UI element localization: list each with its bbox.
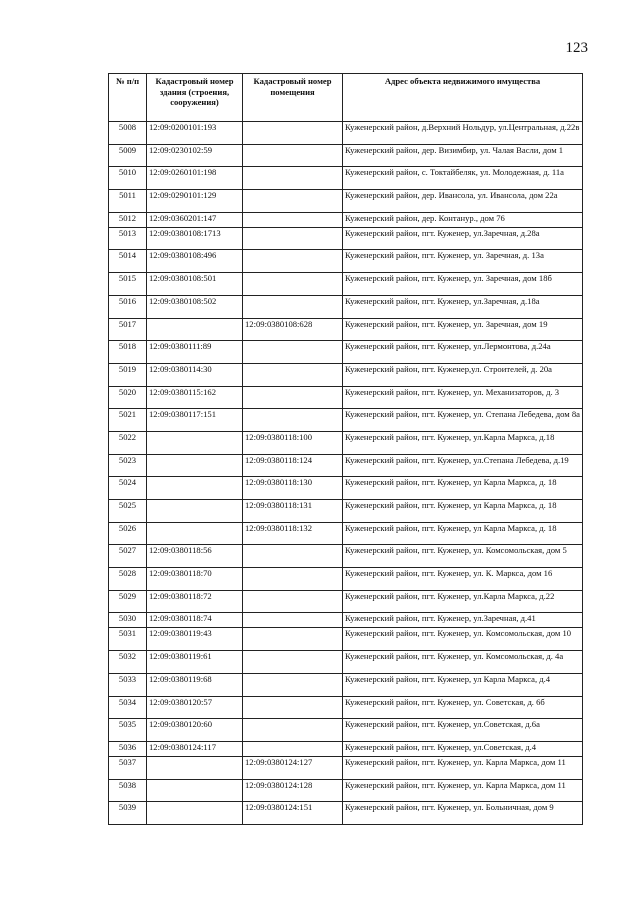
header-building-cadastral: Кадастровый номер здания (строения, сооружения) — [147, 74, 243, 122]
building-cadastral-cell: 12:09:0380118:56 — [147, 545, 243, 568]
building-cadastral-cell: 12:09:0200101:193 — [147, 122, 243, 145]
building-cadastral-cell: 12:09:0380120:57 — [147, 696, 243, 719]
premise-cadastral-cell — [243, 545, 343, 568]
building-cadastral-cell — [147, 779, 243, 802]
row-number-cell: 5037 — [109, 756, 147, 779]
table-row — [109, 522, 583, 545]
address-cell: Куженерский район, пгт. Куженер, ул Карла Маркса, д. 18 — [343, 500, 583, 523]
building-cadastral-cell: 12:09:0360201:147 — [147, 212, 243, 227]
building-cadastral-cell: 12:09:0380108:496 — [147, 250, 243, 273]
row-number-cell: 5026 — [109, 522, 147, 545]
premise-cadastral-cell — [243, 212, 343, 227]
address-cell: Куженерский район, дер. Ивансола, ул. Ивансола, дом 22а — [343, 190, 583, 213]
premise-cadastral-cell — [243, 190, 343, 213]
building-cadastral-cell: 12:09:0380119:43 — [147, 628, 243, 651]
premise-cadastral-cell: 12:09:0380118:130 — [243, 477, 343, 500]
address-cell: Куженерский район, пгт. Куженер, ул.Карла Маркса, д.22 — [343, 590, 583, 613]
premise-cadastral-cell: 12:09:0380118:132 — [243, 522, 343, 545]
address-cell: Куженерский район, пгт. Куженер, ул. Комсомольская, д. 4а — [343, 651, 583, 674]
row-number-cell: 5033 — [109, 673, 147, 696]
building-cadastral-cell — [147, 802, 243, 825]
table-row — [109, 295, 583, 318]
table-row — [109, 696, 583, 719]
address-cell: Куженерский район, пгт. Куженер, ул. Комсомольская, дом 10 — [343, 628, 583, 651]
address-cell: Куженерский район, пгт. Куженер, ул. Заречная, д. 13а — [343, 250, 583, 273]
premise-cadastral-cell — [243, 741, 343, 756]
address-cell: Куженерский район, пгт. Куженер, ул. Комсомольская, дом 5 — [343, 545, 583, 568]
table-row — [109, 613, 583, 628]
building-cadastral-cell — [147, 431, 243, 454]
premise-cadastral-cell — [243, 696, 343, 719]
address-cell: Куженерский район, дер. Контанур., дом 76 — [343, 212, 583, 227]
premise-cadastral-cell: 12:09:0380118:124 — [243, 454, 343, 477]
table-row — [109, 409, 583, 432]
table-row — [109, 122, 583, 145]
table-row — [109, 651, 583, 674]
address-cell: Куженерский район, пгт. Куженер, ул. Больничная, дом 9 — [343, 802, 583, 825]
row-number-cell: 5014 — [109, 250, 147, 273]
premise-cadastral-cell: 12:09:0380124:127 — [243, 756, 343, 779]
premise-cadastral-cell — [243, 673, 343, 696]
premise-cadastral-cell — [243, 250, 343, 273]
address-cell: Куженерский район, пгт. Куженер, ул.Заречная, д.28а — [343, 227, 583, 250]
premise-cadastral-cell — [243, 341, 343, 364]
table-row — [109, 500, 583, 523]
building-cadastral-cell: 12:09:0380119:61 — [147, 651, 243, 674]
table-row — [109, 250, 583, 273]
row-number-cell: 5038 — [109, 779, 147, 802]
building-cadastral-cell: 12:09:0380120:60 — [147, 719, 243, 742]
address-cell: Куженерский район, пгт. Куженер, ул. Заречная, дом 18б — [343, 273, 583, 296]
address-cell: Куженерский район, пгт. Куженер, ул.Заречная, д.41 — [343, 613, 583, 628]
row-number-cell: 5021 — [109, 409, 147, 432]
table-body — [109, 122, 583, 825]
building-cadastral-cell: 12:09:0380108:1713 — [147, 227, 243, 250]
building-cadastral-cell: 12:09:0380114:30 — [147, 363, 243, 386]
building-cadastral-cell — [147, 500, 243, 523]
row-number-cell: 5029 — [109, 590, 147, 613]
table-row — [109, 318, 583, 341]
premise-cadastral-cell — [243, 651, 343, 674]
building-cadastral-cell: 12:09:0380115:162 — [147, 386, 243, 409]
premise-cadastral-cell: 12:09:0380108:628 — [243, 318, 343, 341]
building-cadastral-cell: 12:09:0380117:151 — [147, 409, 243, 432]
address-cell: Куженерский район, пгт. Куженер, ул.Советская, д.4 — [343, 741, 583, 756]
row-number-cell: 5022 — [109, 431, 147, 454]
premise-cadastral-cell — [243, 144, 343, 167]
row-number-cell: 5030 — [109, 613, 147, 628]
table-row — [109, 545, 583, 568]
building-cadastral-cell — [147, 318, 243, 341]
header-premise-cadastral: Кадастровый номер помещения — [243, 74, 343, 122]
address-cell: Куженерский район, с. Токтайбеляк, ул. Молодежная, д. 11а — [343, 167, 583, 190]
building-cadastral-cell: 12:09:0380118:72 — [147, 590, 243, 613]
table-header-row — [109, 74, 583, 122]
building-cadastral-cell: 12:09:0290101:129 — [147, 190, 243, 213]
table-row — [109, 363, 583, 386]
premise-cadastral-cell — [243, 719, 343, 742]
premise-cadastral-cell — [243, 409, 343, 432]
row-number-cell: 5020 — [109, 386, 147, 409]
table-row — [109, 477, 583, 500]
address-cell: Куженерский район, пгт. Куженер, ул. К. Маркса, дом 16 — [343, 568, 583, 591]
table-row — [109, 212, 583, 227]
address-cell: Куженерский район, пгт. Куженер, ул. Механизаторов, д. 3 — [343, 386, 583, 409]
building-cadastral-cell: 12:09:0380118:74 — [147, 613, 243, 628]
building-cadastral-cell — [147, 756, 243, 779]
row-number-cell: 5008 — [109, 122, 147, 145]
premise-cadastral-cell — [243, 122, 343, 145]
building-cadastral-cell: 12:09:0380108:502 — [147, 295, 243, 318]
building-cadastral-cell: 12:09:0230102:59 — [147, 144, 243, 167]
row-number-cell: 5012 — [109, 212, 147, 227]
header-num: № п/п — [109, 74, 147, 122]
row-number-cell: 5025 — [109, 500, 147, 523]
page-number: 123 — [565, 40, 588, 56]
address-cell: Куженерский район, пгт. Куженер, ул. Степана Лебедева, дом 8а — [343, 409, 583, 432]
row-number-cell: 5017 — [109, 318, 147, 341]
row-number-cell: 5034 — [109, 696, 147, 719]
address-cell: Куженерский район, пгт. Куженер, ул Карла Маркса, д. 18 — [343, 522, 583, 545]
row-number-cell: 5031 — [109, 628, 147, 651]
premise-cadastral-cell — [243, 628, 343, 651]
premise-cadastral-cell — [243, 613, 343, 628]
table-row — [109, 190, 583, 213]
address-cell: Куженерский район, пгт. Куженер, ул Карла Маркса, д. 18 — [343, 477, 583, 500]
table-row — [109, 756, 583, 779]
row-number-cell: 5024 — [109, 477, 147, 500]
address-cell: Куженерский район, пгт. Куженер, ул.Заречная, д.18а — [343, 295, 583, 318]
address-cell: Куженерский район, д.Верхний Нольдур, ул.Центральная, д.22в — [343, 122, 583, 145]
table-row — [109, 673, 583, 696]
row-number-cell: 5039 — [109, 802, 147, 825]
building-cadastral-cell: 12:09:0260101:198 — [147, 167, 243, 190]
row-number-cell: 5023 — [109, 454, 147, 477]
table-row — [109, 386, 583, 409]
table-row — [109, 454, 583, 477]
building-cadastral-cell: 12:09:0380111:89 — [147, 341, 243, 364]
table-row — [109, 628, 583, 651]
row-number-cell: 5036 — [109, 741, 147, 756]
table-row — [109, 568, 583, 591]
row-number-cell: 5035 — [109, 719, 147, 742]
table-row — [109, 144, 583, 167]
row-number-cell: 5019 — [109, 363, 147, 386]
table-row — [109, 167, 583, 190]
building-cadastral-cell — [147, 477, 243, 500]
premise-cadastral-cell — [243, 227, 343, 250]
address-cell: Куженерский район, пгт. Куженер, ул.Советская, д.6а — [343, 719, 583, 742]
table-row — [109, 590, 583, 613]
premise-cadastral-cell — [243, 167, 343, 190]
address-cell: Куженерский район, пгт. Куженер, ул.Карла Маркса, д.18 — [343, 431, 583, 454]
address-cell: Куженерский район, пгт. Куженер, ул.Лермонтова, д.24а — [343, 341, 583, 364]
premise-cadastral-cell: 12:09:0380124:151 — [243, 802, 343, 825]
premise-cadastral-cell: 12:09:0380124:128 — [243, 779, 343, 802]
premise-cadastral-cell — [243, 295, 343, 318]
building-cadastral-cell: 12:09:0380119:68 — [147, 673, 243, 696]
building-cadastral-cell — [147, 454, 243, 477]
header-address: Адрес объекта недвижимого имущества — [343, 74, 583, 122]
premise-cadastral-cell — [243, 273, 343, 296]
row-number-cell: 5009 — [109, 144, 147, 167]
row-number-cell: 5011 — [109, 190, 147, 213]
row-number-cell: 5018 — [109, 341, 147, 364]
premise-cadastral-cell — [243, 363, 343, 386]
row-number-cell: 5027 — [109, 545, 147, 568]
table-row — [109, 431, 583, 454]
table-row — [109, 741, 583, 756]
building-cadastral-cell: 12:09:0380108:501 — [147, 273, 243, 296]
premise-cadastral-cell — [243, 386, 343, 409]
premise-cadastral-cell — [243, 568, 343, 591]
table-row — [109, 802, 583, 825]
table-row — [109, 273, 583, 296]
premise-cadastral-cell: 12:09:0380118:100 — [243, 431, 343, 454]
row-number-cell: 5028 — [109, 568, 147, 591]
address-cell: Куженерский район, пгт. Куженер,ул. Строителей, д. 20а — [343, 363, 583, 386]
table-row — [109, 779, 583, 802]
table-row — [109, 227, 583, 250]
building-cadastral-cell: 12:09:0380118:70 — [147, 568, 243, 591]
address-cell: Куженерский район, дер. Визимбир, ул. Чалая Васли, дом 1 — [343, 144, 583, 167]
table-row — [109, 341, 583, 364]
building-cadastral-cell — [147, 522, 243, 545]
property-table — [108, 73, 583, 825]
table-row — [109, 719, 583, 742]
address-cell: Куженерский район, пгт. Куженер, ул Карла Маркса, д.4 — [343, 673, 583, 696]
address-cell: Куженерский район, пгт. Куженер, ул. Карла Маркса, дом 11 — [343, 779, 583, 802]
row-number-cell: 5015 — [109, 273, 147, 296]
premise-cadastral-cell: 12:09:0380118:131 — [243, 500, 343, 523]
building-cadastral-cell: 12:09:0380124:117 — [147, 741, 243, 756]
row-number-cell: 5032 — [109, 651, 147, 674]
address-cell: Куженерский район, пгт. Куженер, ул.Степана Лебедева, д.19 — [343, 454, 583, 477]
address-cell: Куженерский район, пгт. Куженер, ул. Карла Маркса, дом 11 — [343, 756, 583, 779]
premise-cadastral-cell — [243, 590, 343, 613]
row-number-cell: 5016 — [109, 295, 147, 318]
address-cell: Куженерский район, пгт. Куженер, ул. Советская, д. 6б — [343, 696, 583, 719]
row-number-cell: 5010 — [109, 167, 147, 190]
address-cell: Куженерский район, пгт. Куженер, ул. Заречная, дом 19 — [343, 318, 583, 341]
row-number-cell: 5013 — [109, 227, 147, 250]
